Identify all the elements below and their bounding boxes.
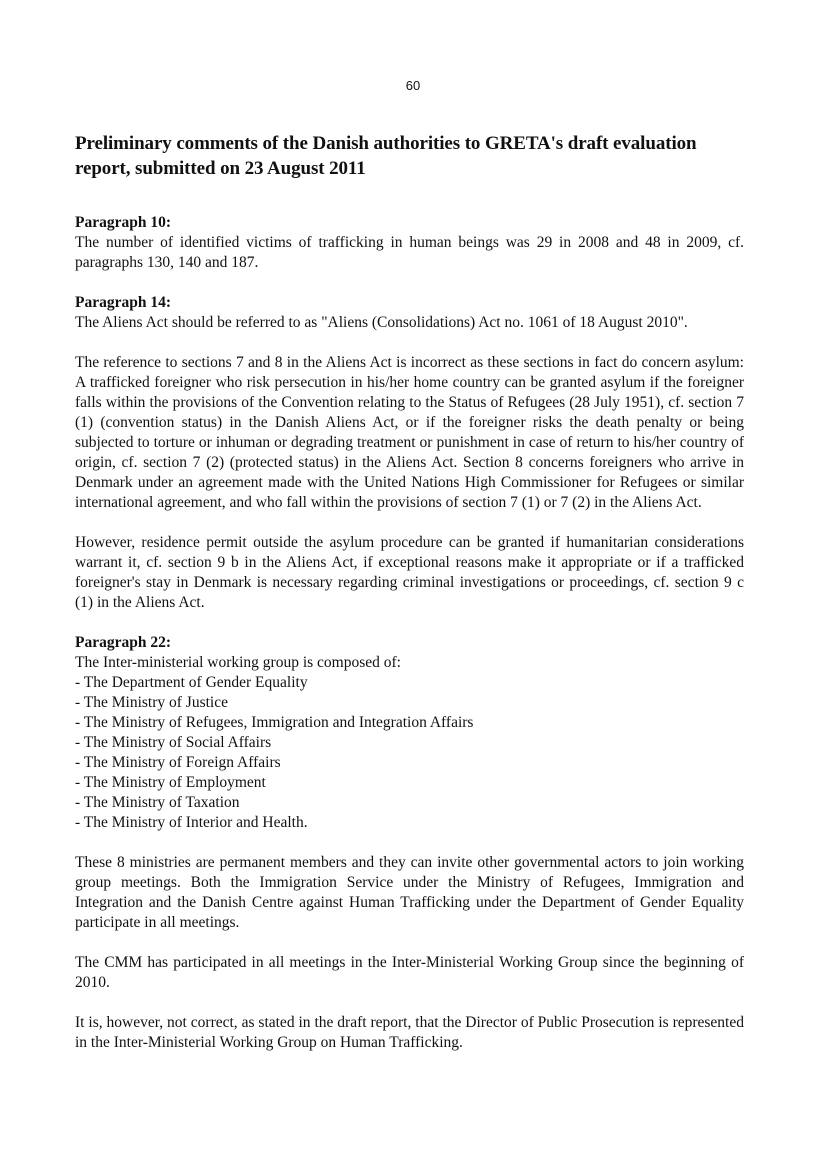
body-paragraph: The reference to sections 7 and 8 in the Aliens Act is incorrect as these sections in fact do concern asylum: A trafficked foreigner who risk persecution in his/her home country can be granted asylum if the foreigner falls within the provisions of the Convention relating to the Status of Refugees (28 July 1951), cf. section 7 (1) (convention status) in the Danish Aliens Act, or if the foreigner risks the death penalty or being subjected to torture or inhuman or degrading treatment or punishment in case of return to his/her country of origin, cf. section 7 (2) (protected status) in the Aliens Act. Section 8 concerns foreigners who arrive in Denmark under an agreement made with the United Nations High Commissioner for Refugees or similar international agreement, and who fall within the provisions of section 7 (1) or 7 (2) in the Aliens Act. bbox=[75, 354, 744, 511]
page-number: 60 bbox=[405, 78, 421, 93]
ministry-list bbox=[75, 673, 744, 833]
body-paragraph: The Aliens Act should be referred to as "Aliens (Consolidations) Act no. 1061 of 18 August 2010". bbox=[75, 314, 688, 331]
list-item: - The Ministry of Justice bbox=[75, 693, 744, 713]
section-paragraph-10 bbox=[75, 213, 744, 273]
section-heading: Paragraph 10: bbox=[75, 214, 172, 231]
list-item: - The Ministry of Social Affairs bbox=[75, 733, 744, 753]
body-paragraph: The number of identified victims of trafficking in human beings was 29 in 2008 and 48 in 2009, cf. paragraphs 130, 140 and 187. bbox=[75, 234, 744, 271]
list-item: - The Ministry of Foreign Affairs bbox=[75, 753, 744, 773]
body-paragraph: However, residence permit outside the asylum procedure can be granted if humanitarian considerations warrant it, cf. section 9 b in the Aliens Act, if exceptional reasons make it appropriate or if a trafficked foreigner's stay in Denmark is necessary regarding criminal investigations or proceedings, cf. section 9 c (1) in the Aliens Act. bbox=[75, 534, 744, 611]
document-title: Preliminary comments of the Danish authorities to GRETA's draft evaluation report, submitted on 23 August 2011 bbox=[75, 133, 697, 179]
body-paragraph: It is, however, not correct, as stated in the draft report, that the Director of Public Prosecution is represented in the Inter-Ministerial Working Group on Human Trafficking. bbox=[75, 1014, 744, 1051]
section-paragraph-14 bbox=[75, 293, 744, 613]
section-paragraph-22 bbox=[75, 633, 744, 1053]
list-item: - The Ministry of Interior and Health. bbox=[75, 813, 744, 833]
list-item: - The Department of Gender Equality bbox=[75, 673, 744, 693]
body-paragraph: These 8 ministries are permanent members and they can invite other governmental actors to join working group meetings. Both the Immigration Service under the Ministry of Refugees, Immigration and Integration and the Danish Centre against Human Trafficking under the Department of Gender Equality participate in all meetings. bbox=[75, 854, 744, 931]
list-item: - The Ministry of Employment bbox=[75, 773, 744, 793]
list-item: - The Ministry of Taxation bbox=[75, 793, 744, 813]
section-heading: Paragraph 22: bbox=[75, 634, 172, 651]
body-paragraph: The CMM has participated in all meetings in the Inter-Ministerial Working Group since the beginning of 2010. bbox=[75, 954, 744, 991]
document-body bbox=[75, 131, 744, 1073]
section-heading: Paragraph 14: bbox=[75, 294, 172, 311]
list-intro: The Inter-ministerial working group is composed of: bbox=[75, 654, 401, 671]
list-item: - The Ministry of Refugees, Immigration and Integration Affairs bbox=[75, 713, 744, 733]
